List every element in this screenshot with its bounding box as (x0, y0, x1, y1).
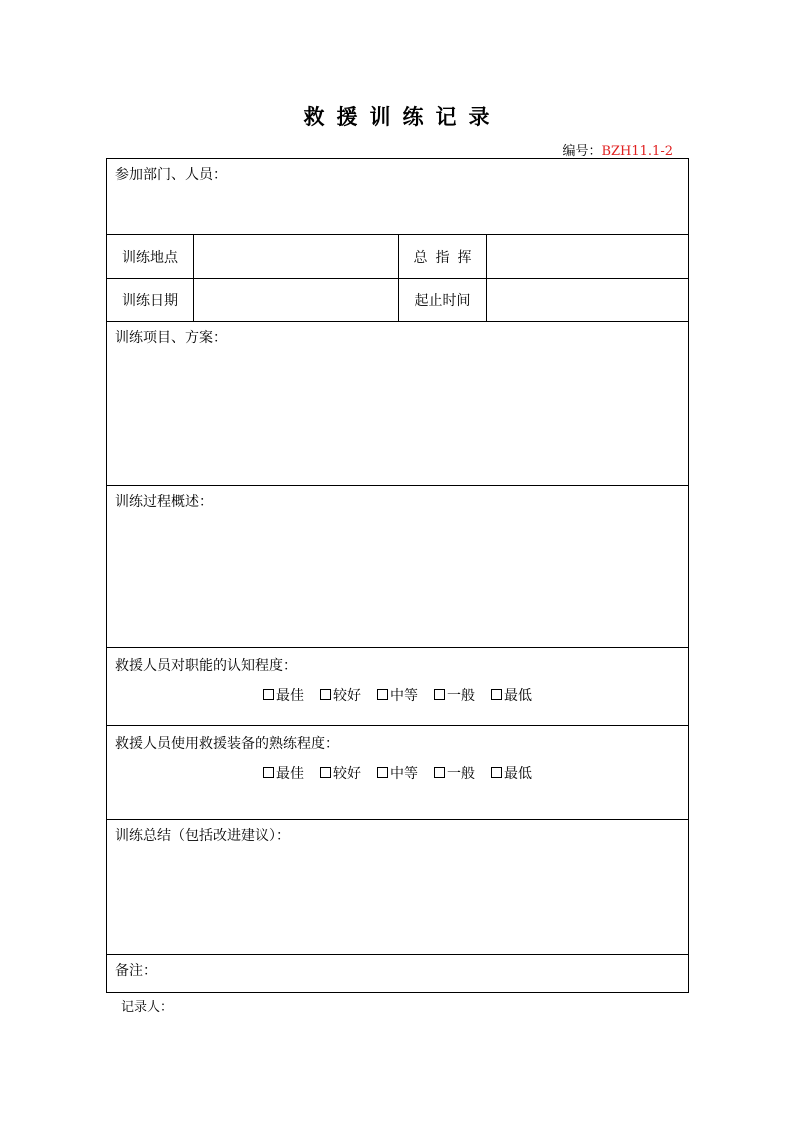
commander-value-cell[interactable] (487, 235, 689, 279)
option-label: 最佳 (276, 688, 304, 704)
duty-option-fair[interactable] (434, 685, 475, 705)
duty-awareness-options (107, 685, 688, 705)
option-label: 较好 (333, 688, 361, 704)
duty-option-lowest[interactable] (491, 685, 532, 705)
process-cell[interactable] (107, 486, 689, 648)
duty-awareness-label: 救援人员对职能的认知程度： (115, 658, 297, 674)
duty-option-medium[interactable] (377, 685, 418, 705)
checkbox[interactable] (491, 767, 502, 778)
duty-option-best[interactable] (263, 685, 304, 705)
summary-cell[interactable] (107, 820, 689, 955)
checkbox[interactable] (263, 767, 274, 778)
items-plan-label: 训练项目、方案： (115, 330, 227, 346)
duty-option-good[interactable] (320, 685, 361, 705)
option-label: 最低 (504, 688, 532, 704)
equipment-skill-options (107, 763, 688, 783)
checkbox[interactable] (491, 689, 502, 700)
checkbox[interactable] (263, 689, 274, 700)
equip-option-good[interactable] (320, 763, 361, 783)
participants-label: 参加部门、人员： (115, 167, 227, 183)
code-label: 编号： (562, 144, 602, 159)
remarks-cell[interactable] (107, 955, 689, 993)
duty-awareness-cell (107, 648, 689, 726)
summary-label: 训练总结（包括改进建议）： (115, 828, 290, 844)
option-label: 最低 (504, 766, 532, 782)
code-value: BZH11.1-2 (601, 144, 673, 159)
participants-cell[interactable] (107, 159, 689, 235)
checkbox[interactable] (434, 689, 445, 700)
remarks-label: 备注： (115, 963, 157, 979)
time-range-label-cell (399, 279, 487, 322)
equipment-skill-cell (107, 726, 689, 820)
process-label: 训练过程概述： (115, 494, 213, 510)
checkbox[interactable] (320, 767, 331, 778)
date-label-cell (107, 279, 194, 322)
checkbox[interactable] (377, 767, 388, 778)
option-label: 较好 (333, 766, 361, 782)
equip-option-best[interactable] (263, 763, 304, 783)
checkbox[interactable] (320, 689, 331, 700)
document-code (562, 140, 673, 159)
option-label: 一般 (447, 766, 475, 782)
option-label: 中等 (390, 766, 418, 782)
checkbox[interactable] (377, 689, 388, 700)
equipment-skill-label: 救援人员使用救援装备的熟练程度： (115, 736, 339, 752)
date-value-cell[interactable] (194, 279, 399, 322)
equip-option-medium[interactable] (377, 763, 418, 783)
location-value-cell[interactable] (194, 235, 399, 279)
equip-option-fair[interactable] (434, 763, 475, 783)
option-label: 最佳 (276, 766, 304, 782)
checkbox[interactable] (434, 767, 445, 778)
location-label: 训练地点 (122, 249, 178, 266)
training-record-form (106, 158, 689, 993)
date-label: 训练日期 (122, 293, 178, 309)
commander-label-cell (399, 235, 487, 279)
document-title: 救援训练记录 (303, 105, 502, 129)
time-range-value-cell[interactable] (487, 279, 689, 322)
option-label: 一般 (447, 688, 475, 704)
items-plan-cell[interactable] (107, 322, 689, 486)
equip-option-lowest[interactable] (491, 763, 532, 783)
commander-label: 总指挥 (413, 249, 480, 266)
time-range-label: 起止时间 (414, 293, 471, 309)
recorder-label: 记录人： (121, 1000, 174, 1015)
location-label-cell (107, 235, 194, 279)
option-label: 中等 (390, 688, 418, 704)
